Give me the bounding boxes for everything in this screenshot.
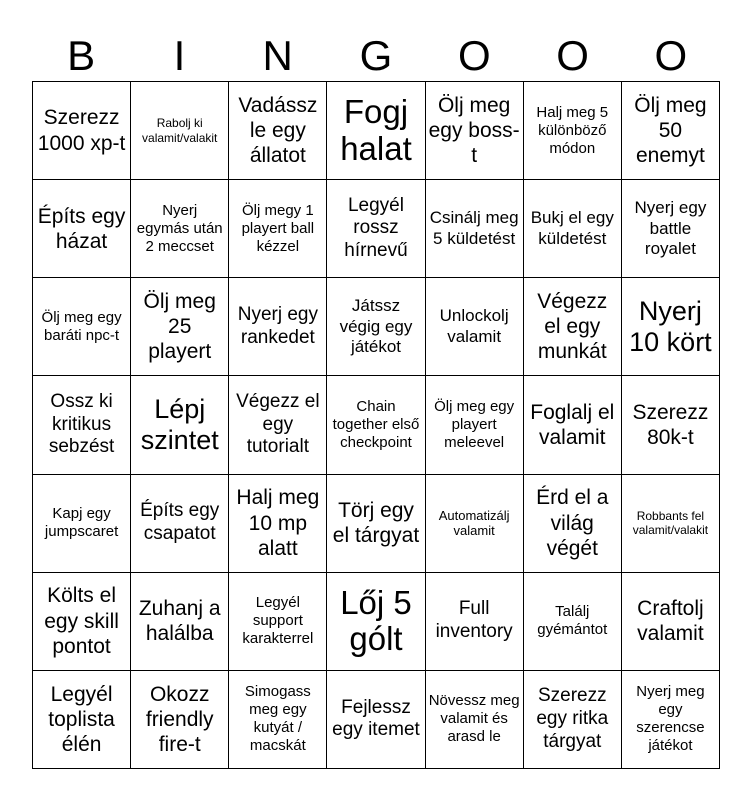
bingo-cell[interactable]: Szerezz 1000 xp-t: [33, 82, 131, 180]
bingo-cell[interactable]: Ölj meg egy baráti npc-t: [33, 278, 131, 376]
header-letter-7: O: [654, 32, 688, 79]
bingo-cell[interactable]: Költs el egy skill pontot: [33, 573, 131, 671]
bingo-cell[interactable]: Nyerj meg egy szerencse játékot: [622, 671, 720, 769]
bingo-cell[interactable]: Ölj meg egy boss-t: [426, 82, 524, 180]
bingo-cell[interactable]: Fogj halat: [327, 82, 425, 180]
bingo-cell[interactable]: Legyél rossz hírnevű: [327, 180, 425, 278]
bingo-cell[interactable]: Rabolj ki valamit/valakit: [131, 82, 229, 180]
header-letter-1: B: [67, 32, 96, 79]
bingo-cell[interactable]: Okozz friendly fire-t: [131, 671, 229, 769]
bingo-cell[interactable]: Nyerj egy rankedet: [229, 278, 327, 376]
header-letter-6: O: [556, 32, 589, 79]
bingo-cell[interactable]: Ölj meg 25 playert: [131, 278, 229, 376]
bingo-cell[interactable]: Csinálj meg 5 küldetést: [426, 180, 524, 278]
bingo-cell[interactable]: Simogass meg egy kutyát / macskát: [229, 671, 327, 769]
header-letter-3: N: [262, 32, 293, 79]
bingo-cell[interactable]: Nyerj 10 kört: [622, 278, 720, 376]
bingo-cell[interactable]: Bukj el egy küldetést: [524, 180, 622, 278]
header-letter-2: I: [173, 32, 186, 79]
header-letter-4: G: [359, 32, 393, 79]
bingo-cell[interactable]: Fejlessz egy itemet: [327, 671, 425, 769]
bingo-cell[interactable]: Nyerj egymás után 2 meccset: [131, 180, 229, 278]
bingo-cell[interactable]: Lépj szintet: [131, 376, 229, 474]
bingo-cell[interactable]: Építs egy csapatot: [131, 475, 229, 573]
bingo-cell[interactable]: Ölj megy 1 playert ball kézzel: [229, 180, 327, 278]
bingo-cell[interactable]: Nyerj egy battle royalet: [622, 180, 720, 278]
bingo-cell[interactable]: Zuhanj a halálba: [131, 573, 229, 671]
bingo-cell[interactable]: Halj meg 10 mp alatt: [229, 475, 327, 573]
bingo-cell[interactable]: Legyél toplista élén: [33, 671, 131, 769]
bingo-cell[interactable]: Növessz meg valamit és arasd le: [426, 671, 524, 769]
bingo-cell[interactable]: Szerezz 80k-t: [622, 376, 720, 474]
bingo-grid: [32, 81, 720, 769]
bingo-cell[interactable]: Halj meg 5 különböző módon: [524, 82, 622, 180]
bingo-cell[interactable]: Kapj egy jumpscaret: [33, 475, 131, 573]
bingo-cell[interactable]: Vadássz le egy állatot: [229, 82, 327, 180]
bingo-cell[interactable]: Ölj meg egy playert meleevel: [426, 376, 524, 474]
bingo-header: [32, 30, 720, 82]
bingo-cell[interactable]: Találj gyémántot: [524, 573, 622, 671]
bingo-cell[interactable]: Építs egy házat: [33, 180, 131, 278]
bingo-cell[interactable]: Unlockolj valamit: [426, 278, 524, 376]
bingo-cell[interactable]: Chain together első checkpoint: [327, 376, 425, 474]
bingo-cell[interactable]: Full inventory: [426, 573, 524, 671]
bingo-cell[interactable]: Foglalj el valamit: [524, 376, 622, 474]
bingo-cell[interactable]: Végezz el egy munkát: [524, 278, 622, 376]
bingo-cell[interactable]: Szerezz egy ritka tárgyat: [524, 671, 622, 769]
bingo-cell[interactable]: Lőj 5 gólt: [327, 573, 425, 671]
bingo-cell[interactable]: Játssz végig egy játékot: [327, 278, 425, 376]
bingo-cell[interactable]: Törj egy el tárgyat: [327, 475, 425, 573]
bingo-cell[interactable]: Végezz el egy tutorialt: [229, 376, 327, 474]
bingo-cell[interactable]: Ossz ki kritikus sebzést: [33, 376, 131, 474]
header-letter-5: O: [457, 32, 491, 79]
bingo-cell[interactable]: Craftolj valamit: [622, 573, 720, 671]
bingo-cell[interactable]: Érd el a világ végét: [524, 475, 622, 573]
bingo-cell[interactable]: Legyél support karakterrel: [229, 573, 327, 671]
bingo-cell[interactable]: Robbants fel valamit/valakit: [622, 475, 720, 573]
bingo-cell[interactable]: Automatizálj valamit: [426, 475, 524, 573]
bingo-cell[interactable]: Ölj meg 50 enemyt: [622, 82, 720, 180]
